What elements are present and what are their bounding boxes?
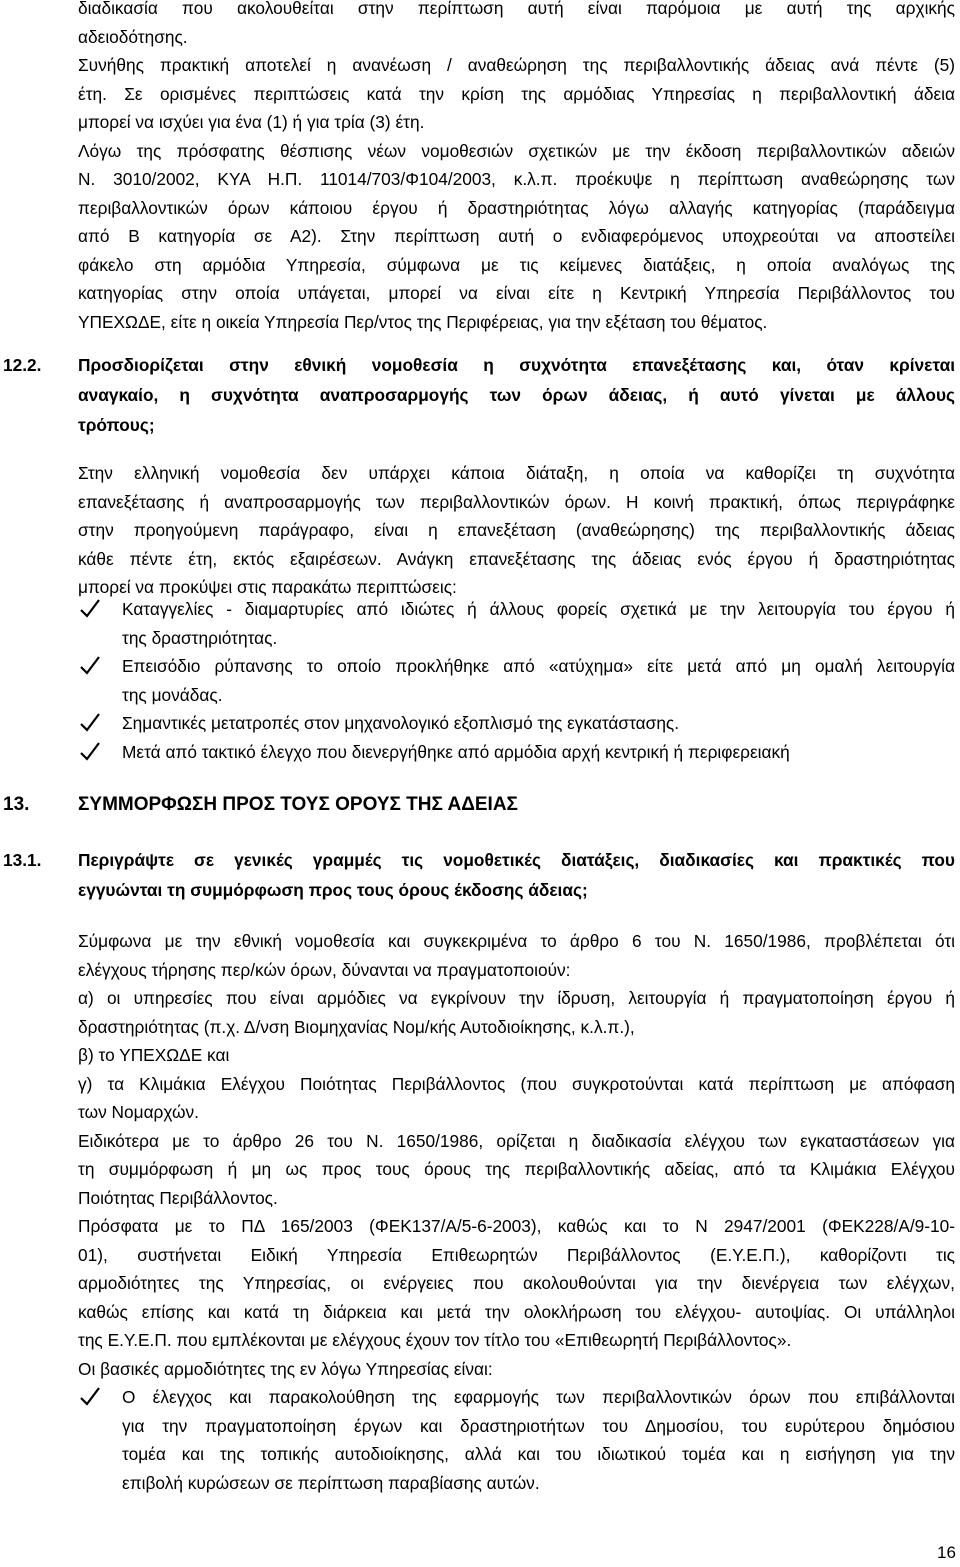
text-line: κατηγορίας στην οποία υπάγεται, μπορεί να είναι είτε η Κεντρική Υπηρεσία Περιβάλλοντος του xyxy=(78,283,955,303)
list-item-line: τομέα και της τοπικής αυτοδιοίκησης, αλλά και του ιδιωτικού τομέα και η εισήγηση για την xyxy=(122,1444,955,1464)
section-number: 13.1. xyxy=(3,850,42,870)
text-line: έτη. Σε ορισμένες περιπτώσεις κατά την κρίση της αρμόδιας Υπηρεσίας η περιβαλλοντική άδεια xyxy=(78,83,955,104)
text-line: διαδικασία που ακολουθείται στην περίπτωση αυτή είναι παρόμοια με αυτή της αρχικής xyxy=(78,0,955,18)
text-line: αρμοδιότητες της Υπηρεσίας, οι ενέργειες που ακολουθούνται για την διενέργεια των ελέγχων, xyxy=(78,1273,955,1293)
checkmark-icon xyxy=(78,595,102,623)
section-number: 13. xyxy=(3,794,30,815)
text-line: μπορεί να ισχύει για ένα (1) ή για τρία (3) έτη. xyxy=(78,112,425,132)
text-line: ελέγχους τήρησης περ/κών όρων, δύνανται να πραγματοποιούν: xyxy=(78,959,571,980)
section-heading xyxy=(78,845,955,905)
text-line: β) το ΥΠΕΧΩΔΕ και xyxy=(78,1045,230,1065)
text-line: γ) τα Κλιμάκια Ελέγχου Ποιότητας Περιβάλλοντος (που συγκροτούνται κατά περίπτωση με απόφαση xyxy=(78,1073,955,1094)
section-title: ΣΥΜΜΟΡΦΩΣΗ ΠΡΟΣ ΤΟΥΣ ΟΡΟΥΣ ΤΗΣ ΑΔΕΙΑΣ xyxy=(78,794,518,815)
list-item xyxy=(78,595,955,652)
text-line: Σύμφωνα με την εθνική νομοθεσία και συγκεκριμένα το άρθρο 6 του Ν. 1650/1986, προβλέπεται ότι xyxy=(78,931,955,951)
text-line: Συνήθης πρακτική αποτελεί η ανανέωση / αναθεώρηση της περιβαλλοντικής άδειας ανά πέντε (5) xyxy=(78,55,955,75)
text-line: Ποιότητας Περιβάλλοντος. xyxy=(78,1187,278,1208)
text-line: αδειοδότησης. xyxy=(78,26,188,47)
heading-line: αναγκαίο, η συχνότητα αναπροσαρμογής των όρων άδειας, ή αυτό γίνεται με άλλους xyxy=(78,385,955,405)
list-item-line: Ο έλεγχος και παρακολούθηση της εφαρμογής των περιβαλλοντικών όρων που επιβάλλονται xyxy=(122,1387,955,1407)
text-line: από Β κατηγορία σε Α2). Στην περίπτωση αυτή ο ενδιαφερόμενος υποχρεούται να αποστείλει xyxy=(78,226,955,246)
heading-line: Προσδιορίζεται στην εθνική νομοθεσία η συχνότητα επανεξέτασης και, όταν κρίνεται xyxy=(78,355,955,375)
heading-line: τρόπους; xyxy=(78,415,155,435)
text-line: ΥΠΕΧΩΔΕ, είτε η οικεία Υπηρεσία Περ/ντος της Περιφέρειας, για την εξέταση του θέματος. xyxy=(78,311,768,332)
checkmark-icon xyxy=(78,652,102,680)
text-line: φάκελο στη αρμόδια Υπηρεσία, σύμφωνα με τις κείμενες διατάξεις, η οποία αναλόγως της xyxy=(78,254,955,275)
checklist xyxy=(78,1383,955,1497)
section-body xyxy=(78,927,955,1383)
heading-line: εγγυώνται τη συμμόρφωση προς τους όρους έκδοσης άδειας; xyxy=(78,880,588,900)
text-line: καθώς επίσης και κατά τη διάρκεια και μετά την ολοκλήρωση του ελέγχου- αυτοψίας. Οι υπάλληλοι xyxy=(78,1301,955,1322)
list-item-line: επιβολή κυρώσεων σε περίπτωση παραβίασης αυτών. xyxy=(122,1472,540,1493)
list-item xyxy=(78,738,955,767)
section-number: 12.2. xyxy=(3,355,42,375)
text-line: περιβαλλοντικών όρων κάποιου έργου ή δραστηριότητας λόγω αλλαγής κατηγορίας (παράδειγμα xyxy=(78,197,955,218)
text-line: 01), συστήνεται Ειδική Υπηρεσία Επιθεωρητών Περιβάλλοντος (Ε.Υ.Ε.Π.), καθορίζοντι τις xyxy=(78,1244,955,1265)
list-item-line: για την πραγματοποίηση έργων και δραστηριοτήτων του Δημοσίου, του ευρύτερου δημόσιου xyxy=(122,1415,955,1436)
list-item-line: Επεισόδιο ρύπανσης το οποίο προκλήθηκε από «ατύχημα» είτε μετά από μη ομαλή λειτουργία xyxy=(122,656,955,676)
text-line: Ν. 3010/2002, ΚΥΑ Η.Π. 11014/703/Φ104/2003, κ.λ.π. προέκυψε η περίπτωση αναθεώρησης των xyxy=(78,169,955,189)
list-item-line: Σημαντικές μετατροπές στον μηχανολογικό εξοπλισμό της εγκατάστασης. xyxy=(122,713,680,733)
list-item-line: Μετά από τακτικό έλεγχο που διενεργήθηκε από αρμόδια αρχή κεντρική ή περιφερειακή xyxy=(122,741,790,762)
list-item-line: της μονάδας. xyxy=(122,684,223,705)
heading-line: Περιγράψτε σε γενικές γραμμές τις νομοθετικές διατάξεις, διαδικασίες και πρακτικές που xyxy=(78,850,955,870)
text-line: Λόγω της πρόσφατης θέσπισης νέων νομοθεσιών σχετικών με την έκδοση περιβαλλοντικών αδειών xyxy=(78,140,955,161)
checkmark-icon xyxy=(78,738,102,766)
text-line: δραστηριότητας (π.χ. Δ/νση Βιομηχανίας Νομ/κής Αυτοδιοίκησης, κ.λ.π.), xyxy=(78,1016,635,1037)
checkmark-icon xyxy=(78,1383,102,1411)
text-line: επανεξέτασης ή αναπροσαρμογής των περιβαλλοντικών όρων. Η κοινή πρακτική, όπως περιγράφηκε xyxy=(78,491,955,512)
text-line: της Ε.Υ.Ε.Π. που εμπλέκονται με ελέγχους έχουν τον τίτλο του «Επιθεωρητή Περιβάλλοντος». xyxy=(78,1330,792,1350)
text-line: των Νομαρχών. xyxy=(78,1102,199,1122)
text-line: τη συμμόρφωση ή μη ως προς τους όρους της περιβαλλοντικής αδείας, από τα Κλιμάκια Ελέγχου xyxy=(78,1159,955,1179)
text-line: στην προηγούμενη παράγραφο, είναι η επανεξέταση (αναθεώρησης) της περιβαλλοντικής άδειας xyxy=(78,520,955,540)
list-item xyxy=(78,652,955,709)
list-item-line: Καταγγελίες - διαμαρτυρίες από ιδιώτες ή άλλους φορείς σχετικά με την λειτουργία του έργου ή xyxy=(122,599,955,619)
text-line: Οι βασικές αρμοδιότητες της εν λόγω Υπηρεσίας είναι: xyxy=(78,1358,493,1379)
list-item-line: της δραστηριότητας. xyxy=(122,627,278,648)
list-item xyxy=(78,1383,955,1497)
text-line: Στην ελληνική νομοθεσία δεν υπάρχει κάποια διάταξη, η οποία να καθορίζει τη συχνότητα xyxy=(78,463,955,483)
text-line: Ειδικότερα με το άρθρο 26 του Ν. 1650/1986, ορίζεται η διαδικασία ελέγχου των εγκαταστάσεων για xyxy=(78,1130,955,1151)
checklist xyxy=(78,595,955,766)
list-item xyxy=(78,709,955,738)
text-line: μπορεί να προκύψει στις παρακάτω περιπτώσεις: xyxy=(78,577,457,597)
section-heading xyxy=(78,350,955,440)
text-line: Πρόσφατα με το ΠΔ 165/2003 (ΦΕΚ137/Α/5-6-2003), καθώς και το Ν 2947/2001 (ΦΕΚ228/Α/9-10- xyxy=(78,1216,955,1236)
intro-paragraphs xyxy=(78,0,955,336)
text-line: κάθε πέντε έτη, εκτός εξαιρέσεων. Ανάγκη επανεξέτασης της άδειας ενός έργου ή δραστηριότητας xyxy=(78,548,955,569)
page-number: 16 xyxy=(937,1543,956,1562)
text-line: α) οι υπηρεσίες που είναι αρμόδιες να εγκρίνουν την ίδρυση, λειτουργία ή πραγματοποίηση έργου ή xyxy=(78,988,955,1008)
checkmark-icon xyxy=(78,709,102,737)
section-body xyxy=(78,459,955,602)
